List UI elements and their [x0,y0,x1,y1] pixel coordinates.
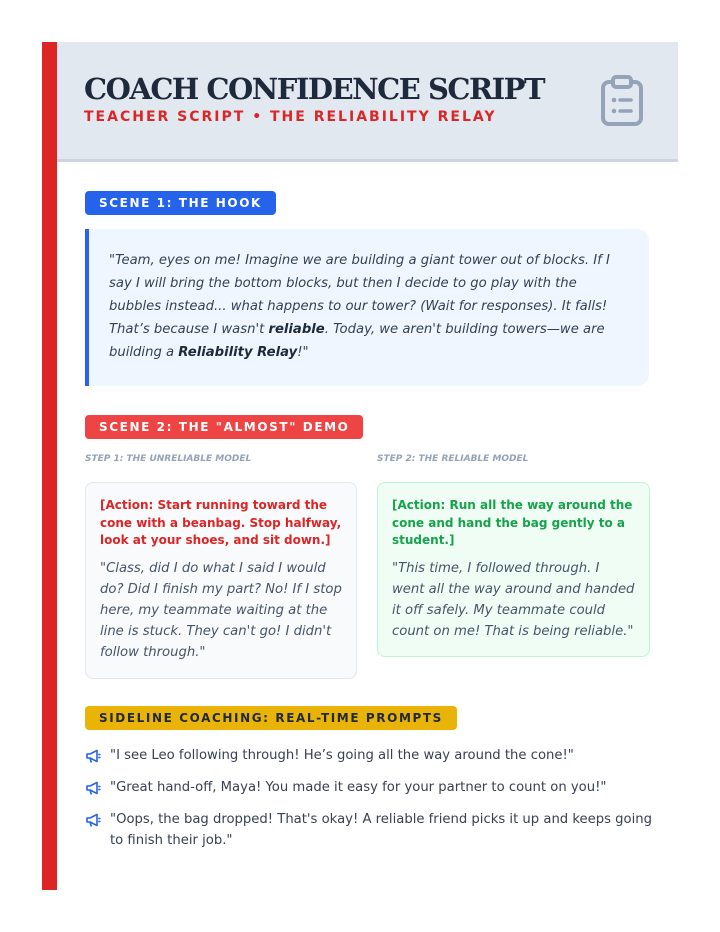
page-title: COACH CONFIDENCE SCRIPT [84,72,545,106]
prompt-item [85,809,655,851]
prompt-item [85,777,655,798]
prompt-item [85,745,655,766]
page-subtitle: TEACHER SCRIPT • THE RELIABILITY RELAY [84,109,497,125]
hook-bold-relay: Reliability Relay [178,345,298,360]
megaphone-icon [85,748,101,764]
hook-text-part-3: !" [297,345,309,360]
step-1-label: STEP 1: THE UNRELIABLE MODEL [85,454,252,464]
accent-bar [42,42,57,890]
prompt-list [85,745,655,862]
megaphone-icon [85,812,101,828]
scene-1-label: SCENE 1: THE HOOK [85,191,276,215]
reliable-action: [Action: Run all the way around the cone and hand the bag gently to a student.] [392,498,633,547]
script-page [42,42,678,890]
prompt-text: "I see Leo following through! He’s going all the way around the cone!" [110,748,574,763]
scene-2-label: SCENE 2: THE "ALMOST" DEMO [85,415,363,439]
prompt-text: "Oops, the bag dropped! That's okay! A reliable friend picks it up and keeps going to finish their job." [110,812,653,848]
unreliable-action: [Action: Start running toward the cone with a beanbag. Stop halfway, look at your shoes, and sit down.] [100,498,342,547]
sideline-coaching-label: SIDELINE COACHING: REAL-TIME PROMPTS [85,706,457,730]
clipboard-icon [600,75,644,127]
unreliable-quote: "Class, did I do what I said I would do? Did I finish my part? No! If I stop here, my teammate waiting at the line is stuck. They can't go! I didn't follow through." [100,560,342,660]
hook-text-part-2: . Today, we aren't building towers—we are building a [109,322,605,360]
reliable-quote: "This time, I followed through. I went all the way around and handed it off safely. My teammate could count on me! That is being reliable." [392,560,635,639]
hook-quote [109,249,625,364]
prompt-text: "Great hand-off, Maya! You made it easy for your partner to count on you!" [110,780,607,795]
header [57,42,678,162]
unreliable-model-card [85,482,357,679]
megaphone-icon [85,780,101,796]
hook-bold-reliable: reliable [268,322,325,337]
hook-quote-box [85,229,649,386]
step-2-label: STEP 2: THE RELIABLE MODEL [377,454,529,464]
reliable-model-card [377,482,650,657]
hook-text-part-1: "Team, eyes on me! Imagine we are building a giant tower out of blocks. If I say I will bring the bottom blocks, but then I decide to go play with the bubbles instead... what happens to our tower? (Wait for responses). It falls! That’s because I wasn't [109,253,610,337]
